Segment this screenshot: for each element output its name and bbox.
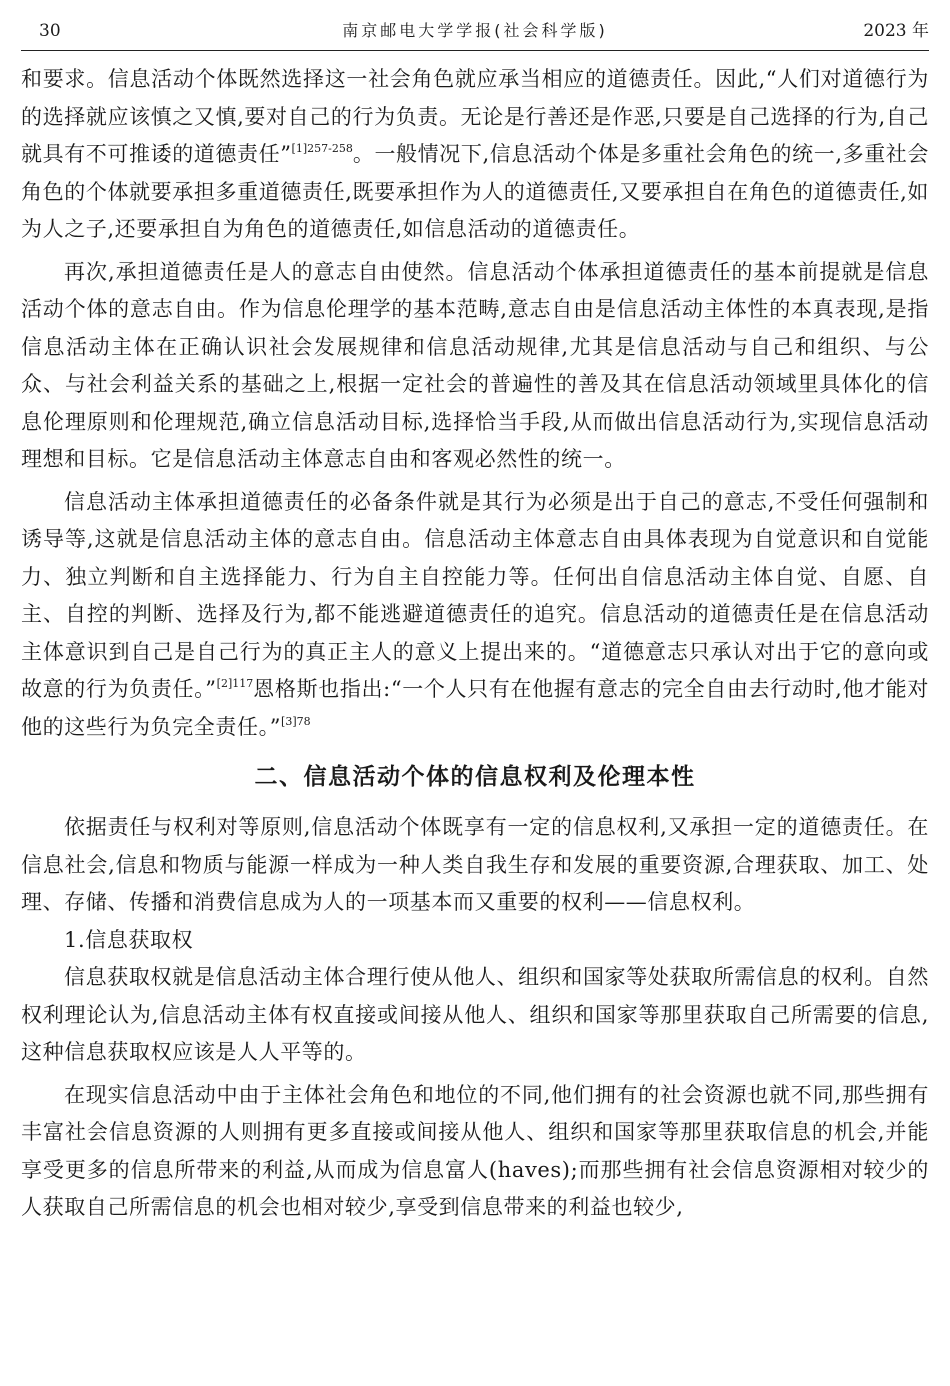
paragraph-text: 恩格斯也指出:“一个人只有在他握有意志的完全自由去行动时,他才能对他的这些行为负完全责任。” — [21, 677, 929, 739]
paragraph — [21, 484, 929, 747]
citation: [3]78 — [281, 714, 311, 728]
journal-title: 南京邮电大学学报(社会科学版) — [342, 21, 608, 40]
paragraph-continued — [21, 61, 929, 249]
paragraph: 依据责任与权利对等原则,信息活动个体既享有一定的信息权利,又承担一定的道德责任。在信息社会,信息和物质与能源一样成为一种人类自我生存和发展的重要资源,合理获取、加工、处理、存储、传播和消费信息成为人的一项基本而又重要的权利——信息权利。 — [21, 815, 929, 914]
paragraph-text: 。一般情况下,信息活动个体是多重社会角色的统一,多重社会角色的个体就要承担多重道德责任,既要承担作为人的道德责任,又要承担自在角色的道德责任,如为人之子,还要承担自为角色的道德责任,如信息活动的道德责任。 — [21, 142, 929, 241]
paragraph-text: 信息活动主体承担道德责任的必备条件就是其行为必须是出于自己的意志,不受任何强制和诱导等,这就是信息活动主体的意志自由。信息活动主体意志自由具体表现为自觉意识和自觉能力、独立判断和自主选择能力、行为自主自控能力等。任何出自信息活动主体自觉、自愿、自主、自控的判断、选择及行为,都不能逃避道德责任的追究。信息活动的道德责任是在信息活动主体意识到自己是自己行为的真正主人的意义上提出来的。“道德意志只承认对出于它的意向或故意的行为负责任。” — [21, 489, 929, 701]
running-header — [21, 16, 929, 51]
paragraph: 再次,承担道德责任是人的意志自由使然。信息活动个体承担道德责任的基本前提就是信息活动个体的意志自由。作为信息伦理学的基本范畴,意志自由是信息活动主体性的本真表现,是指信息活动主体在正确认识社会发展规律和信息活动规律,尤其是信息活动与自己和组织、与公众、与社会利益关系的基础之上,根据一定社会的普遍性的善及其在信息活动领域里具体化的信息伦理原则和伦理规范,确立信息活动目标,选择恰当手段,从而做出信息活动行为,实现信息活动理想和目标。它是信息活动主体意志自由和客观必然性的统一。 — [21, 259, 929, 471]
publication-year: 2023 年 — [863, 21, 929, 41]
citation: [1]257-258 — [291, 142, 353, 155]
paragraph-text: 和要求。信息活动个体既然选择这一社会角色就应承当相应的道德责任。因此,“人们对道德行为的选择就应该慎之又慎,要对自己的行为负责。无论是行善还是作恶,只要是自己选择的行为,自己就具有不可推诿的道德责任” — [21, 67, 929, 166]
citation: [2]117 — [216, 677, 254, 690]
paragraph: 信息获取权就是信息活动主体合理行使从他人、组织和国家等处获取所需信息的权利。自然权利理论认为,信息活动主体有权直接或间接从他人、组织和国家等那里获取自己所需要的信息,这种信息获取权应该是人人平等的。 — [21, 965, 929, 1064]
page-number: 30 — [39, 21, 61, 41]
article-body — [21, 61, 929, 1227]
subsection-heading: 1.信息获取权 — [64, 927, 194, 952]
section-heading: 二、信息活动个体的信息权利及伦理本性 — [254, 764, 696, 790]
paragraph: 在现实信息活动中由于主体社会角色和地位的不同,他们拥有的社会资源也就不同,那些拥有丰富社会信息资源的人则拥有更多直接或间接从他人、组织和国家等那里获取信息的机会,并能享受更多的信息所带来的利益,从而成为信息富人(haves);而那些拥有社会信息资源相对较少的人获取自己所需信息的机会也相对较少,享受到信息带来的利益也较少, — [21, 1082, 929, 1219]
